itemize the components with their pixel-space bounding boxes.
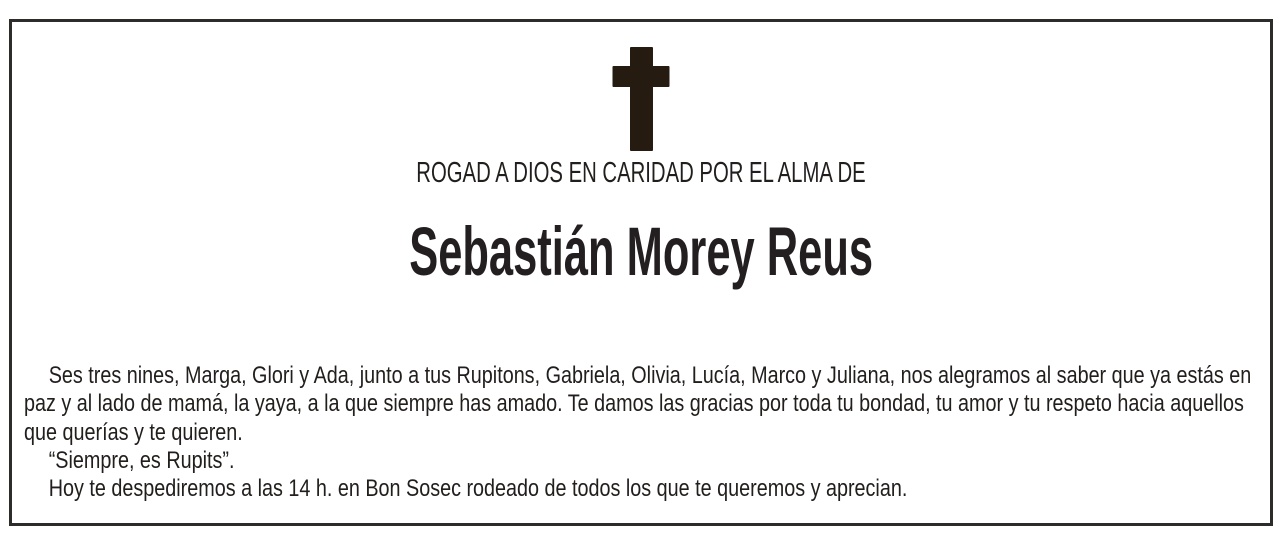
cross-horizontal-bar bbox=[613, 66, 670, 87]
deceased-name-text: Sebastián Morey Reus bbox=[409, 213, 873, 290]
deceased-name-heading bbox=[12, 214, 1270, 290]
notice-paragraph-quote: “Siempre, es Rupits”. bbox=[48, 446, 235, 474]
notice-paragraph-farewell: Hoy te despediremos a las 14 h. en Bon Sosec rodeado de todos los que te queremos y aprecian. bbox=[48, 475, 908, 503]
notice-paragraph-family: Ses tres nines, Marga, Glori y Ada, junto a tus Rupitons, Gabriela, Olivia, Lucía, Marco y Juliana, nos alegramos al saber que ya estás en paz y al lado de mamá, la yaya, a la que siempre has amado. Te damos las gracias por toda tu bondad, tu amor y tu respeto hacia aquellos que querías y te quieren. bbox=[24, 362, 1252, 446]
invocation-text: ROGAD A DIOS EN CARIDAD POR EL ALMA DE bbox=[416, 157, 866, 189]
notice-body bbox=[24, 362, 1280, 503]
invocation-line bbox=[12, 156, 1270, 190]
memorial-notice-frame bbox=[9, 19, 1273, 526]
cross-icon bbox=[613, 47, 670, 151]
cross-vertical-bar bbox=[630, 47, 653, 151]
